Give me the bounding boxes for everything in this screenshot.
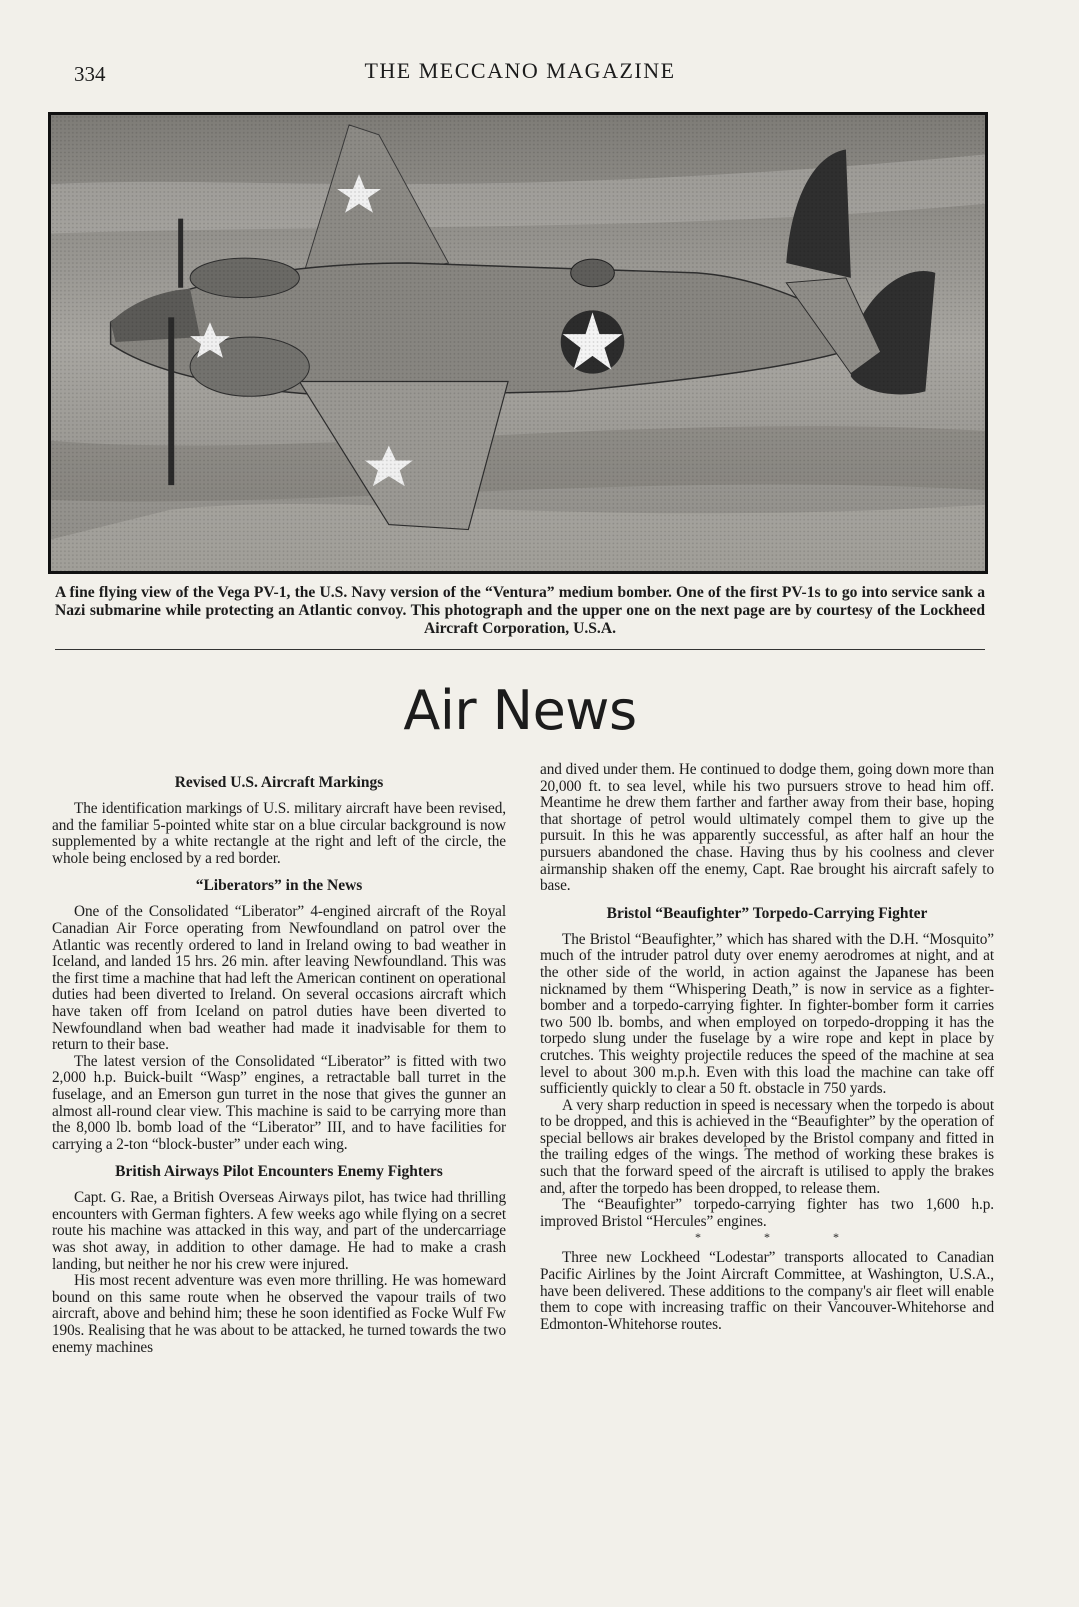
article-paragraph: Capt. G. Rae, a British Overseas Airways pilot, has twice had thrilling encounters with German fighters. A few weeks ago while flying on a secret route his machine was attacked in this way, and part of the undercarriage was shot away, in addition to other damage. He had to make a crash landing, but neither he nor his crew were injured. — [52, 1189, 506, 1273]
left-column — [52, 762, 506, 1356]
article-paragraph: One of the Consolidated “Liberator” 4-engined aircraft of the Royal Canadian Air Force operating from Newfoundland on patrol over the Atlantic was recently ordered to land in Ireland owing to bad weather in Iceland, and landed 15 hrs. 26 min. after leaving Newfoundland. This was the first time a machine that had left the American continent on operational duties had been diverted to Ireland. On several occasions aircraft which have taken off from Iceland on patrol duties have been diverted to Newfoundland when bad weather had made it inadvisable for them to return to their base. — [52, 903, 506, 1054]
article-paragraph: A very sharp reduction in speed is necessary when the torpedo is about to be dropped, and this is achieved in the “Beaufighter” by the operation of special bellows air brakes developed by the Bristol company and fitted in the trailing edges of the wings. The method of working these brakes is such that the forward speed of the aircraft is utilised to apply the brakes and, after the torpedo has been dropped, to release them. — [540, 1096, 994, 1197]
article-paragraph: The “Beaufighter” torpedo-carrying fighter has two 1,600 h.p. improved Bristol “Hercules” engines. — [540, 1196, 994, 1230]
right-column — [540, 762, 994, 1333]
photo-caption: A fine flying view of the Vega PV-1, the U.S. Navy version of the “Ventura” medium bomber. One of the first PV-1s to go into service sank a Nazi submarine while protecting an Atlantic convoy. This photograph and the upper one on the next page are by courtesy of the Lockheed Aircraft Corporation, U.S.A. — [55, 584, 985, 637]
section-heading: Revised U.S. Aircraft Markings — [174, 774, 384, 791]
article-paragraph: and dived under them. He continued to dodge them, going down more than 20,000 ft. to sea level, while his two pursuers strove to head him off. Meantime he drew them farther and farther away from their base, hoping that shortage of petrol would ultimately compel them to give up the pursuit. In this he was apparently successful, as after half an hour the pursuers abandoned the chase. Having thus by his coolness and clever airmanship shaken off the enemy, Capt. Rae brought his aircraft safely to base. — [540, 761, 994, 895]
page-title: Air News — [403, 679, 637, 742]
running-head: THE MECCANO MAGAZINE — [364, 58, 676, 83]
section-heading: Bristol “Beaufighter” Torpedo-Carrying Fighter — [606, 904, 928, 922]
caption-divider — [55, 649, 985, 650]
article-paragraph: The latest version of the Consolidated “Liberator” is fitted with two 2,000 h.p. Buick-built “Wasp” engines, a retractable ball turret in the fuselage, and an Emerson gun turret in the nose that gives the gunner an almost all-round clear view. This machine is said to be carrying more than the 8,000 lb. bomb load of the “Liberator” III, and to have facilities for carrying a 2-ton “block-buster” under each wing. — [52, 1052, 506, 1153]
article-paragraph: The Bristol “Beaufighter,” which has shared with the D.H. “Mosquito” much of the intruder patrol duty over enemy aerodromes at night, and at the other side of the world, in action against the Japanese has been nicknamed by them “Whispering Death,” is now in service as a fighter-bomber and a torpedo-carrying fighter. In fighter-bomber form it carries two 500 lb. bombs, and when employed on torpedo-dropping it has the torpedo slung under the fuselage by a wire rope and kept in place by crutches. This weighty projectile reduces the speed of the machine at sea level to about 300 m.p.h. Even with this load the machine can take off sufficiently quickly to clear a 50 ft. obstacle in 750 yards. — [540, 930, 994, 1098]
section-heading: British Airways Pilot Encounters Enemy Fighters — [115, 1163, 443, 1181]
article-paragraph: Three new Lockheed “Lodestar” transports allocated to Canadian Pacific Airlines by the Joint Aircraft Committee, at Washington, U.S.A., have been delivered. These additions to the company's air fleet will enable them to cope with increasing traffic on their Vancouver-Whitehorse and Edmonton-Whitehorse routes. — [540, 1249, 994, 1333]
section-separator: * * * — [695, 1230, 869, 1245]
section-heading: “Liberators” in the News — [195, 877, 363, 895]
article-paragraph: The identification markings of U.S. military aircraft have been revised, and the familiar 5-pointed white star on a blue circular background is now supplemented by a white rectangle at the right and left of the circle, the whole being enclosed by a red border. — [52, 800, 506, 867]
page-number: 334 — [74, 62, 106, 86]
article-paragraph: His most recent adventure was even more thrilling. He was homeward bound on this same route when he observed the vapour trails of two aircraft, above and behind him; these he soon identified as Focke Wulf Fw 190s. Realising that he was about to be attacked, he turned towards the two enemy machines — [52, 1272, 506, 1356]
aircraft-illustration — [51, 115, 985, 571]
aircraft-photo — [48, 112, 988, 574]
